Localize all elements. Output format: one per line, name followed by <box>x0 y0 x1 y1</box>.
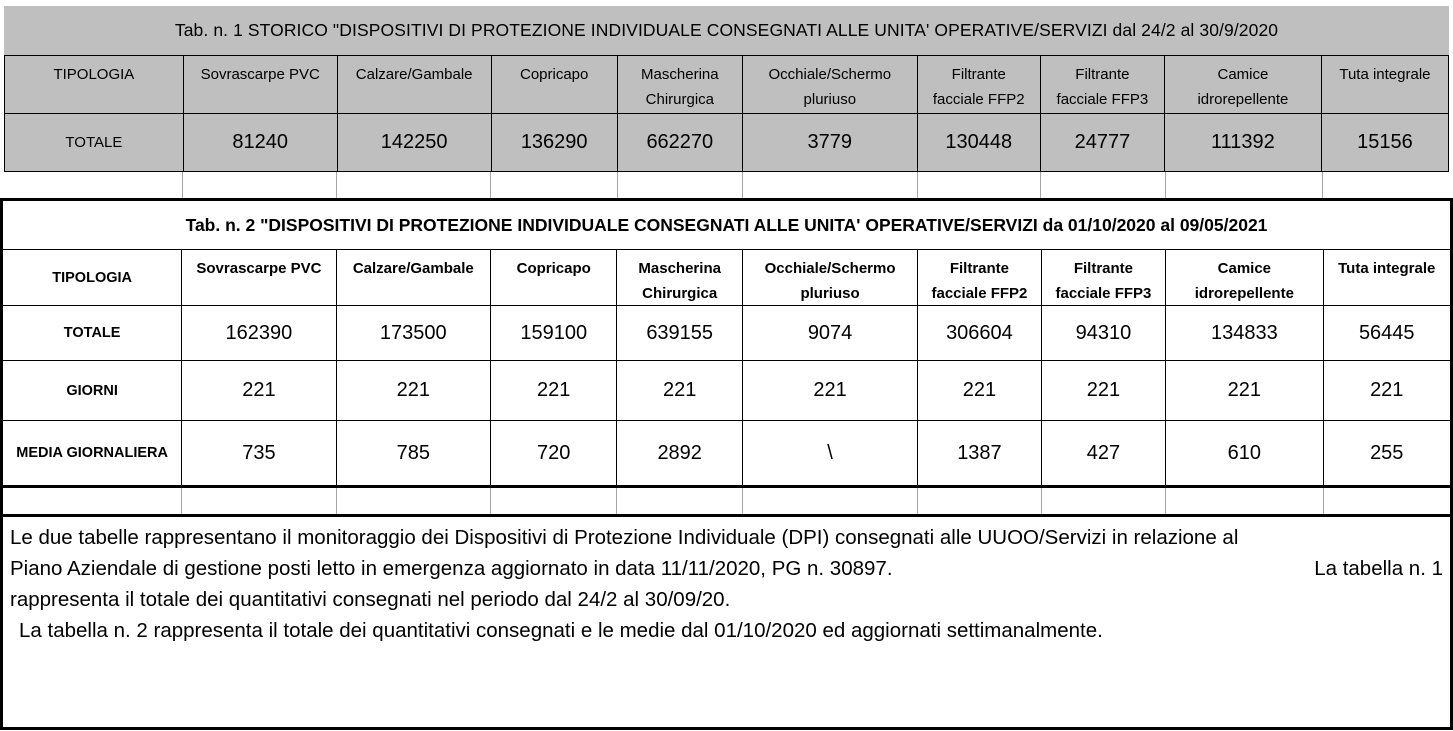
table2-value-cell: 255 <box>1323 421 1450 485</box>
notes-line: rappresenta il totale dei quantitativi consegnati nel periodo dal 24/2 al 30/09/20. <box>10 588 731 611</box>
table2-value-cell: 221 <box>1323 361 1450 420</box>
table2-header-col: Copricapo <box>490 250 616 306</box>
table2-header-col: Filtrante facciale FFP3 <box>1041 250 1165 306</box>
table2-header-col: Occhiale/Schermo pluriuso <box>742 250 917 306</box>
table1-grid <box>4 55 1449 172</box>
table2-value-cell: 221 <box>742 361 917 420</box>
table2-header-tipologia: TIPOLOGIA <box>52 270 132 286</box>
table2-value-cell: 221 <box>917 361 1040 420</box>
table2-value-cell: 1387 <box>917 421 1040 485</box>
spacer-cell <box>182 172 336 198</box>
spacer-row <box>3 488 1450 514</box>
notes-line <box>10 553 1443 584</box>
table1-header-col: Mascherina Chirurgica <box>617 56 742 113</box>
spacer-cell <box>917 488 1040 514</box>
table1-value-cell: 3779 <box>742 114 917 171</box>
table2-value-cell: 221 <box>616 361 741 420</box>
spacer-row <box>4 172 1449 198</box>
table1-header-col: Filtrante facciale FFP2 <box>917 56 1040 113</box>
table2-value-cell: 221 <box>181 361 335 420</box>
table2-header-col: Sovrascarpe PVC <box>181 250 335 306</box>
table2-title: Tab. n. 2 "DISPOSITIVI DI PROTEZIONE INDIVIDUALE CONSEGNATI ALLE UNITA' OPERATIVE/SERVIZI da 01/10/2020 al 09/05/2021 <box>3 201 1450 250</box>
table1-value-cell: 136290 <box>491 114 617 171</box>
table2-value-cell: 56445 <box>1323 306 1450 360</box>
notes-line: Le due tabelle rappresentano il monitoraggio dei Dispositivi di Protezione Individuale (DPI) consegnati alle UUOO/Servizi in relazione al <box>10 526 1239 549</box>
table2-header-col: Filtrante facciale FFP2 <box>917 250 1040 306</box>
table2-header-col: Mascherina Chirurgica <box>616 250 741 306</box>
table2-value-cell: 427 <box>1041 421 1165 485</box>
table1-value-cell: 662270 <box>617 114 742 171</box>
table2-section <box>0 198 1453 730</box>
table2-value-cell: 2892 <box>616 421 741 485</box>
table1-header-col: Camice idrorepellente <box>1164 56 1321 113</box>
table2-header-row <box>3 250 1450 305</box>
spacer-cell <box>1040 172 1164 198</box>
table2-value-cell: 162390 <box>181 306 335 360</box>
table2-header-col: Calzare/Gambale <box>336 250 490 306</box>
table2-row-label: GIORNI <box>66 382 118 399</box>
table2-value-cell: 221 <box>490 361 616 420</box>
table1-totale-row <box>5 113 1448 171</box>
table1-value-cell: 130448 <box>917 114 1040 171</box>
table2-totale-row <box>3 305 1450 360</box>
table2-value-cell: 221 <box>336 361 490 420</box>
table2-row-label: MEDIA GIORNALIERA <box>16 445 168 461</box>
table2-value-cell: 720 <box>490 421 616 485</box>
table2-header-col: Tuta integrale <box>1323 250 1450 306</box>
table2-value-cell: \ <box>742 421 917 485</box>
table2-value-cell: 9074 <box>742 306 917 360</box>
spacer-cell <box>1165 172 1322 198</box>
table2-value-cell: 221 <box>1041 361 1165 420</box>
table2-value-cell: 306604 <box>917 306 1040 360</box>
spacer-cell <box>742 488 917 514</box>
spacer-cell <box>616 488 741 514</box>
table2-header-col: Camice idrorepellente <box>1165 250 1322 306</box>
spacer-cell <box>181 488 335 514</box>
notes-line-right: La tabella n. 1 <box>1314 557 1443 580</box>
table1-header-col: Tuta integrale <box>1321 56 1448 113</box>
spacer-cell <box>3 488 181 514</box>
table1-header-col: Occhiale/Schermo pluriuso <box>742 56 917 113</box>
table2-value-cell: 159100 <box>490 306 616 360</box>
table1-header-col: Calzare/Gambale <box>337 56 491 113</box>
table2-value-cell: 134833 <box>1165 306 1322 360</box>
table2-value-cell: 173500 <box>336 306 490 360</box>
spacer-cell <box>336 488 490 514</box>
table2-media-row <box>3 420 1450 488</box>
table2-grid <box>3 250 1450 488</box>
spacer-cell <box>490 172 616 198</box>
notes-line-left: Piano Aziendale di gestione posti letto in emergenza aggiornato in data 11/11/2020, PG n. 30897. <box>10 557 893 580</box>
table1-value-cell: 111392 <box>1164 114 1321 171</box>
table2-value-cell: 610 <box>1165 421 1322 485</box>
table2-value-cell: 639155 <box>616 306 741 360</box>
table2-value-cell: 785 <box>336 421 490 485</box>
table2-giorni-row <box>3 360 1450 420</box>
table2-value-cell: 221 <box>1165 361 1322 420</box>
spacer-cell <box>1322 172 1449 198</box>
table1-header-tipologia: TIPOLOGIA <box>53 66 135 83</box>
table1-header-col: Filtrante facciale FFP3 <box>1040 56 1164 113</box>
spacer-cell <box>742 172 917 198</box>
table1-value-cell: 142250 <box>337 114 491 171</box>
spacer-cell <box>1323 488 1450 514</box>
spacer-cell <box>917 172 1040 198</box>
spacer-cell <box>1041 488 1165 514</box>
spacer-cell <box>617 172 742 198</box>
notes-line: La tabella n. 2 rappresenta il totale dei quantitativi consegnati e le medie dal 01/10/2020 ed aggiornati settimanalmente. <box>19 619 1103 642</box>
table1-header-col: Copricapo <box>491 56 617 113</box>
table2-value-cell: 94310 <box>1041 306 1165 360</box>
spacer-cell <box>1165 488 1322 514</box>
table1-title: Tab. n. 1 STORICO "DISPOSITIVI DI PROTEZIONE INDIVIDUALE CONSEGNATI ALLE UNITA' OPERATIVE/SERVIZI dal 24/2 al 30/9/2020 <box>174 20 1279 40</box>
spacer-cell <box>490 488 616 514</box>
table1-section <box>4 6 1449 172</box>
table1-header-col: Sovrascarpe PVC <box>183 56 337 113</box>
table2-value-cell: 735 <box>181 421 335 485</box>
spacer-cell <box>4 172 182 198</box>
table1-value-cell: 24777 <box>1040 114 1164 171</box>
table2-row-label: TOTALE <box>63 325 121 341</box>
table1-header-row <box>5 56 1448 113</box>
table1-value-cell: 15156 <box>1321 114 1448 171</box>
table1-value-cell: 81240 <box>183 114 337 171</box>
table1-row-label: TOTALE <box>65 134 123 151</box>
spacer-cell <box>336 172 490 198</box>
notes-block <box>3 514 1450 727</box>
